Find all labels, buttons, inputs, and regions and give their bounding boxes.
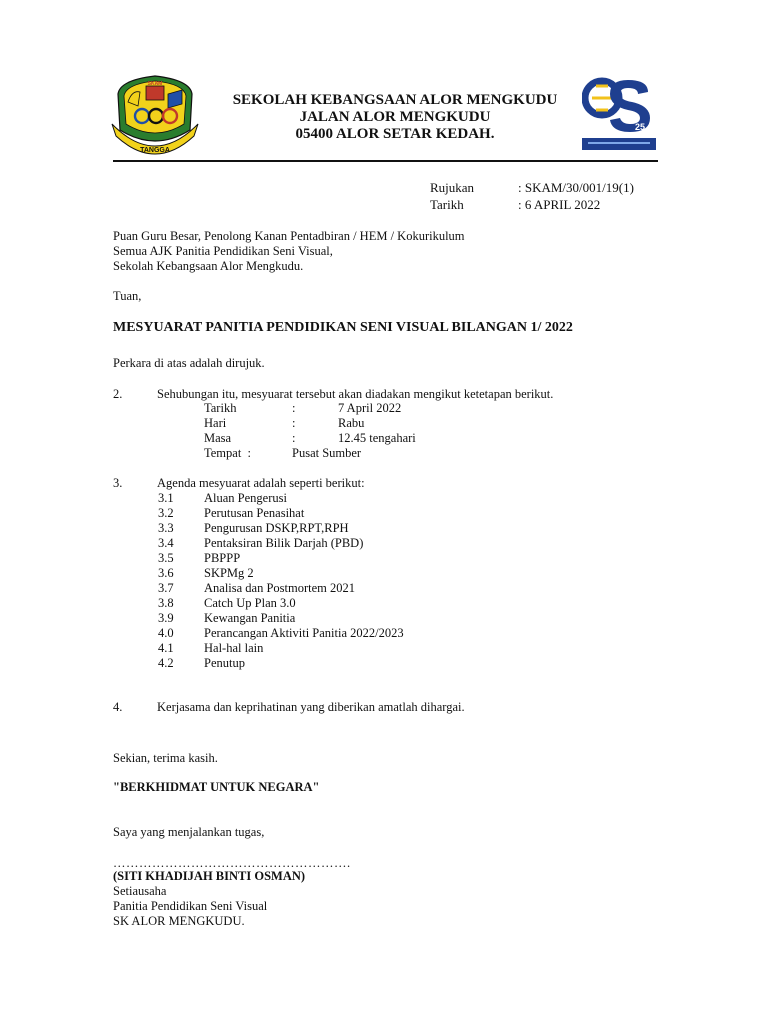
school-address-line2: 05400 ALOR SETAR KEDAH. <box>295 126 495 142</box>
crest-ribbon-text: TANGGA <box>140 147 170 154</box>
sign-intro: Saya yang menjalankan tugas, <box>113 825 265 839</box>
school-name: SEKOLAH KEBANGSAAN ALOR MENGKUDU <box>232 92 558 108</box>
agenda-item: Perancangan Aktiviti Panitia 2022/2023 <box>204 626 404 640</box>
paragraph-3-text: Agenda mesyuarat adalah seperti berikut: <box>157 476 365 490</box>
signatory-unit: Panitia Pendidikan Seni Visual <box>113 899 268 913</box>
detail-colon: : <box>292 431 296 445</box>
agenda-number: 4.0 <box>158 626 174 640</box>
agenda-item: Penutup <box>204 656 245 670</box>
signature-line: ………………………………………………. <box>113 856 351 870</box>
paragraph-2-number: 2. <box>113 387 123 401</box>
agenda-number: 3.5 <box>158 551 174 565</box>
detail-label: Masa <box>204 431 232 445</box>
closing-line: Sekian, terima kasih. <box>113 751 218 765</box>
ref-tarikh-label: Tarikh <box>430 197 464 212</box>
ministry-badge-text: 25 <box>634 122 646 132</box>
agenda-number: 3.7 <box>158 581 174 595</box>
crest-top-text: SKAM <box>147 81 163 87</box>
agenda-item: Kewangan Panitia <box>204 611 296 625</box>
motto: "BERKHIDMAT UNTUK NEGARA" <box>113 780 320 794</box>
addressee-line2: Semua AJK Panitia Pendidikan Seni Visual, <box>113 244 333 258</box>
agenda-number: 3.2 <box>158 506 174 520</box>
ref-tarikh-value: : 6 APRIL 2022 <box>518 197 601 212</box>
agenda-item: PBPPP <box>204 551 241 565</box>
school-letterhead <box>200 92 590 143</box>
salutation: Tuan, <box>113 289 142 303</box>
agenda-item: Perutusan Penasihat <box>204 506 305 520</box>
detail-value: 7 April 2022 <box>338 401 402 415</box>
paragraph-3-number: 3. <box>113 476 123 490</box>
paragraph-2-text: Sehubungan itu, mesyuarat tersebut akan diadakan mengikut ketetapan berikut. <box>157 387 554 401</box>
agenda-item: Pentaksiran Bilik Darjah (PBD) <box>204 536 364 550</box>
paragraph-1: Perkara di atas adalah dirujuk. <box>113 356 265 370</box>
letter-title: MESYUARAT PANITIA PENDIDIKAN SENI VISUAL BILANGAN 1/ 2022 <box>113 320 573 335</box>
signatory-role: Setiausaha <box>113 884 167 898</box>
letterhead-divider <box>113 160 658 162</box>
agenda-number: 3.1 <box>158 491 174 505</box>
signatory-name: (SITI KHADIJAH BINTI OSMAN) <box>113 869 306 883</box>
ministry-logo <box>582 72 656 150</box>
addressee-line3: Sekolah Kebangsaan Alor Mengkudu. <box>113 259 304 273</box>
detail-label: Tarikh <box>204 401 237 415</box>
detail-value: Pusat Sumber <box>292 446 362 460</box>
detail-label: Hari <box>204 416 227 430</box>
agenda-item: Analisa dan Postmortem 2021 <box>204 581 356 595</box>
addressee-line1: Puan Guru Besar, Penolong Kanan Pentadbiran / HEM / Kokurikulum <box>113 229 465 243</box>
agenda-number: 4.1 <box>158 641 174 655</box>
agenda-item: Aluan Pengerusi <box>204 491 287 505</box>
detail-colon: : <box>292 416 296 430</box>
agenda-item: Catch Up Plan 3.0 <box>204 596 296 610</box>
agenda-number: 3.6 <box>158 566 174 580</box>
agenda-number: 3.3 <box>158 521 174 535</box>
paragraph-4-number: 4. <box>113 700 123 714</box>
ref-rujukan-label: Rujukan <box>430 180 475 195</box>
detail-value: 12.45 tengahari <box>338 431 416 445</box>
paragraph-4-text: Kerjasama dan keprihatinan yang diberikan amatlah dihargai. <box>157 700 465 714</box>
agenda-number: 4.2 <box>158 656 174 670</box>
detail-colon: : <box>292 401 296 415</box>
agenda-number: 3.8 <box>158 596 174 610</box>
agenda-item: Hal-hal lain <box>204 641 264 655</box>
signatory-school: SK ALOR MENGKUDU. <box>113 914 245 928</box>
ref-rujukan-value: : SKAM/30/001/19(1) <box>518 180 634 195</box>
agenda-item: Pengurusan DSKP,RPT,RPH <box>204 521 349 535</box>
agenda-number: 3.9 <box>158 611 174 625</box>
detail-label: Tempat : <box>204 446 252 460</box>
detail-value: Rabu <box>338 416 365 430</box>
agenda-number: 3.4 <box>158 536 174 550</box>
agenda-item: SKPMg 2 <box>204 566 254 580</box>
school-address-line1: JALAN ALOR MENGKUDU <box>299 109 491 125</box>
school-crest-logo <box>110 72 200 157</box>
